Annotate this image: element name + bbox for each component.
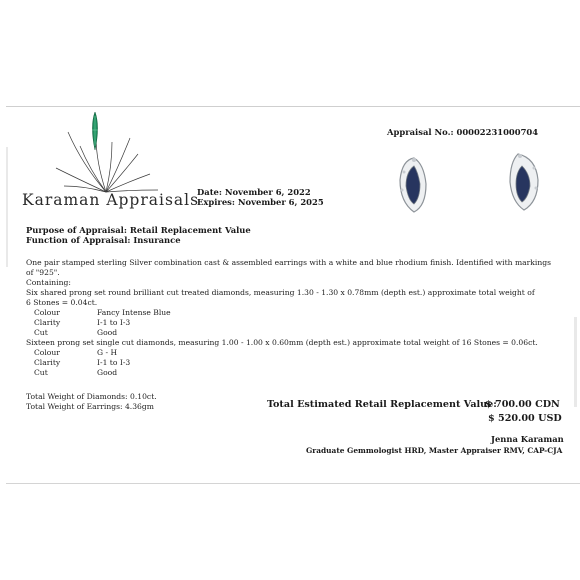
spec-label: Clarity: [34, 318, 61, 327]
purpose-of-appraisal: Purpose of Appraisal: Retail Replacement Value: [26, 225, 251, 235]
containing-label: Containing:: [26, 278, 71, 287]
diamond-group-1-line-2: 6 Stones = 0.04ct.: [26, 298, 98, 307]
spec-label: Clarity: [34, 358, 61, 367]
spec-label: Cut: [34, 328, 48, 337]
spec-value: I-1 to I-3: [97, 318, 131, 327]
leaf-emblem-logo: [46, 112, 186, 198]
total-weight-diamonds: Total Weight of Diamonds: 0.10ct.: [26, 392, 157, 401]
paper-edge-mark: [574, 317, 577, 407]
earring-left: [400, 158, 426, 212]
appraiser-name: Jenna Karaman: [491, 434, 564, 444]
appraisal-number: Appraisal No.: 00002231000704: [387, 127, 539, 137]
spec-label: Colour: [34, 308, 60, 317]
spec-label: Cut: [34, 368, 48, 377]
expiry-date: Expires: November 6, 2025: [197, 197, 324, 207]
total-weight-earrings: Total Weight of Earrings: 4.36gm: [26, 402, 154, 411]
diamond-group-1-line-1: Six shared prong set round brilliant cut treated diamonds, measuring 1.30 - 1.30 x 0.78mm (depth est.) approximate total weight of: [26, 288, 535, 297]
appraisal-date: Date: November 6, 2022: [197, 187, 311, 197]
spec-value: I-1 to I-3: [97, 358, 131, 367]
appraiser-title: Graduate Gemmologist HRD, Master Appraiser RMV, CAP-CJA: [306, 446, 563, 455]
description-line-1: One pair stamped sterling Silver combination cast & assembled earrings with a white and blue rhodium finish. Identified with markings: [26, 258, 551, 267]
spec-value: Good: [97, 328, 118, 337]
earrings-photo: [392, 150, 552, 220]
company-name: Karaman Appraisals: [22, 191, 200, 209]
spec-value: Good: [97, 368, 118, 377]
spec-value: Fancy Intense Blue: [97, 308, 171, 317]
retail-value-label: Total Estimated Retail Replacement Value:: [267, 399, 497, 410]
spec-label: Colour: [34, 348, 60, 357]
retail-value-cdn: $ 700.00 CDN: [485, 399, 560, 410]
earring-right: [510, 154, 538, 210]
diamond-group-2: Sixteen prong set single cut diamonds, measuring 1.00 - 1.00 x 0.60mm (depth est.) approximate total weight of 16 Stones = 0.06ct.: [26, 338, 538, 347]
description-line-2: of "925".: [26, 268, 60, 277]
function-of-appraisal: Function of Appraisal: Insurance: [26, 235, 181, 245]
spec-value: G - H: [97, 348, 118, 357]
retail-value-usd: $ 520.00 USD: [488, 413, 562, 424]
paper-edge-mark: [6, 147, 8, 267]
